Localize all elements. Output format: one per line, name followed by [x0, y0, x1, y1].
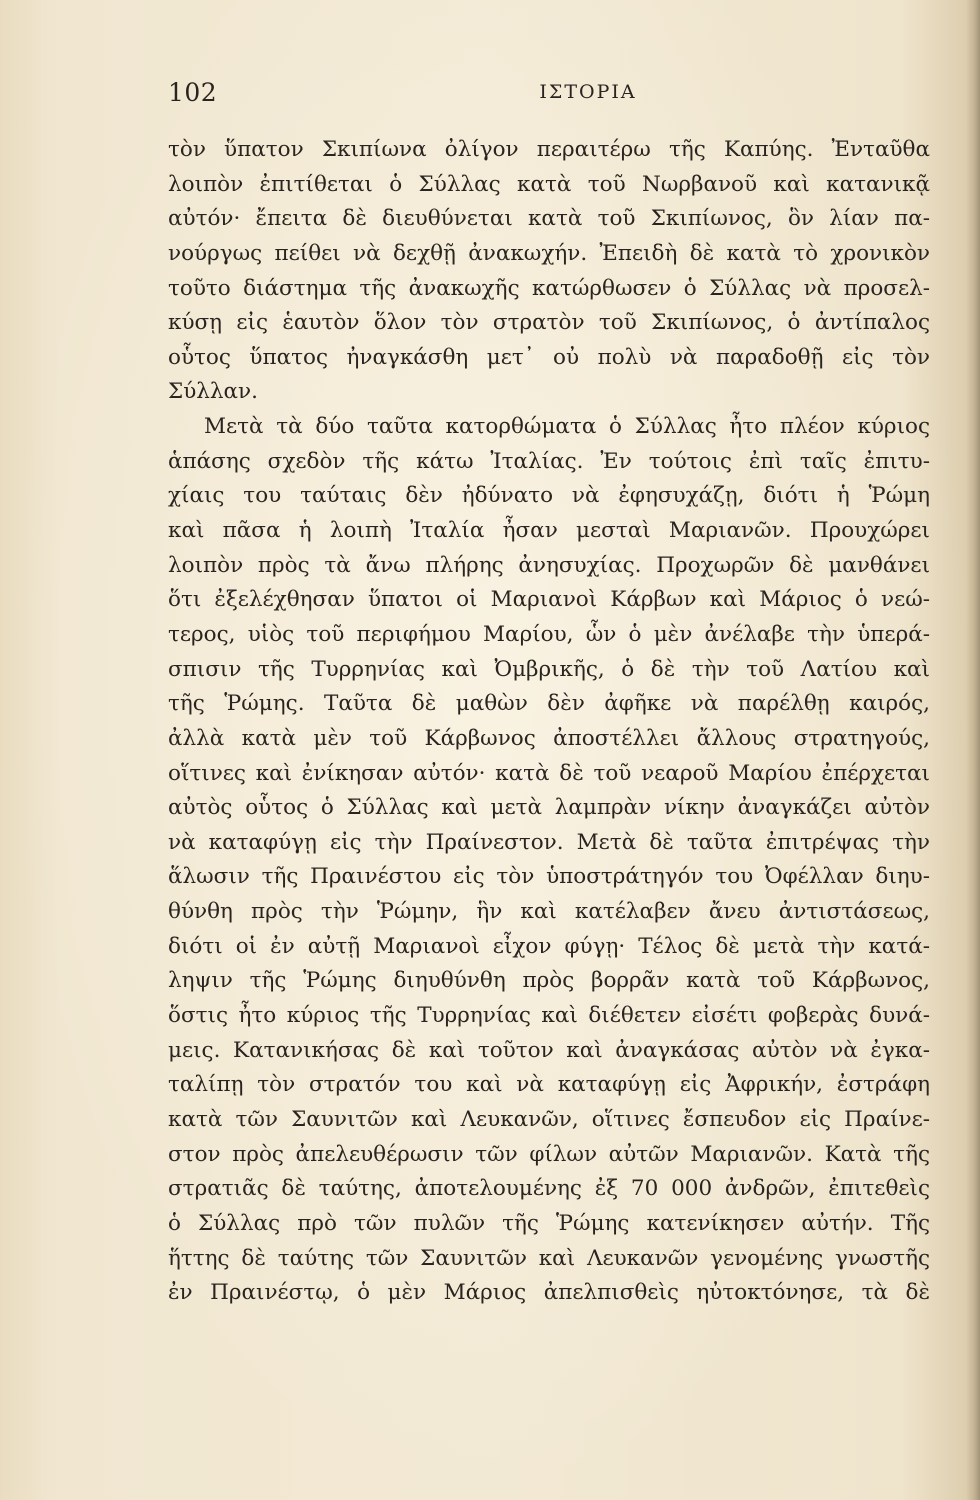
text-line: κύσῃ εἰς ἑαυτὸν ὅλον τὸν στρατὸν τοῦ Σκιπίωνος, ὁ ἀντίπαλος — [168, 310, 930, 336]
text-line: τερος, υἱὸς τοῦ περιφήμου Μαρίου, ὧν ὁ μὲν ἀνέλαβε τὴν ὑπερά- — [168, 621, 930, 647]
text-line: ἀλλὰ κατὰ μὲν τοῦ Κάρβωνος ἀποστέλλει ἄλλους στρατηγούς, — [168, 725, 930, 751]
page-header — [168, 78, 928, 114]
text-line: νούργως πείθει νὰ δεχθῇ ἀνακωχήν. Ἐπειδὴ δὲ κατὰ τὸ χρονικὸν — [168, 240, 930, 266]
text-line: στρατιᾶς δὲ ταύτης, ἀποτελουμένης ἐξ 70 000 ἀνδρῶν, ἐπιτεθεὶς — [168, 1176, 930, 1202]
text-line: ὁ Σύλλας πρὸ τῶν πυλῶν τῆς Ῥώμης κατενίκησεν αὐτήν. Τῆς — [168, 1210, 930, 1236]
text-line: οὗτος ὕπατος ἠναγκάσθη μετ᾿ οὐ πολὺ νὰ παραδοθῇ εἰς τὸν — [168, 344, 930, 370]
text-line: μεις. Κατανικήσας δὲ καὶ τοῦτον καὶ ἀναγκάσας αὐτὸν νὰ ἐγκα- — [168, 1037, 930, 1063]
text-line: ὅστις ἦτο κύριος τῆς Τυρρηνίας καὶ διέθετεν εἰσέτι φοβερὰς δυνά- — [168, 1003, 930, 1029]
text-line: χίαις του ταύταις δὲν ἠδύνατο νὰ ἐφησυχάζῃ, διότι ἡ Ῥώμη — [168, 483, 930, 509]
body-text — [168, 133, 930, 1311]
text-line: ἐν Πραινέστῳ, ὁ μὲν Μάριος ἀπελπισθεὶς ηὐτοκτόνησε, τὰ δὲ — [168, 1280, 930, 1306]
text-line: οἵτινες καὶ ἐνίκησαν αὐτόν· κατὰ δὲ τοῦ νεαροῦ Μαρίου ἐπέρχεται — [168, 760, 930, 786]
text-line: λοιπὸν ἐπιτίθεται ὁ Σύλλας κατὰ τοῦ Νωρβανοῦ καὶ κατανικᾷ — [168, 171, 930, 197]
text-line: νὰ καταφύγῃ εἰς τὴν Πραίνεστον. Μετὰ δὲ ταῦτα ἐπιτρέψας τὴν — [168, 829, 930, 855]
text-line: τῆς Ῥώμης. Ταῦτα δὲ μαθὼν δὲν ἀφῆκε νὰ παρέλθῃ καιρός, — [168, 691, 930, 717]
text-line: διότι οἱ ἐν αὐτῇ Μαριανοὶ εἶχον φύγῃ· Τέλος δὲ μετὰ τὴν κατά- — [168, 933, 930, 959]
text-line: ληψιν τῆς Ῥώμης διηυθύνθη πρὸς βορρᾶν κατὰ τοῦ Κάρβωνος, — [168, 968, 930, 994]
text-line: ἥττης δὲ ταύτης τῶν Σαυνιτῶν καὶ Λευκανῶν γενομένης γνωστῆς — [168, 1245, 930, 1271]
paragraph-end-line: Σύλλαν. — [168, 379, 258, 405]
text-line: ἁπάσης σχεδὸν τῆς κάτω Ἰταλίας. Ἐν τούτοις ἐπὶ ταῖς ἐπιτυ- — [168, 448, 930, 474]
text-line: αὐτὸς οὗτος ὁ Σύλλας καὶ μετὰ λαμπρὰν νίκην ἀναγκάζει αὐτὸν — [168, 795, 930, 821]
paragraph-start-line: Μετὰ τὰ δύο ταῦτα κατορθώματα ὁ Σύλλας ἦτο πλέον κύριος — [204, 414, 930, 440]
text-line: θύνθη πρὸς τὴν Ῥώμην, ἣν καὶ κατέλαβεν ἄνευ ἀντιστάσεως, — [168, 899, 930, 925]
text-line: ταλίπῃ τὸν στρατόν του καὶ νὰ καταφύγῃ εἰς Ἀφρικήν, ἐστράφη — [168, 1072, 930, 1098]
text-line: ὅτι ἐξελέχθησαν ὕπατοι οἱ Μαριανοὶ Κάρβων καὶ Μάριος ὁ νεώ- — [168, 587, 930, 613]
text-line: ἅλωσιν τῆς Πραινέστου εἰς τὸν ὑποστράτηγόν του Ὀφέλλαν διηυ- — [168, 864, 930, 890]
text-line: σπισιν τῆς Τυρρηνίας καὶ Ὀμβρικῆς, ὁ δὲ τὴν τοῦ Λατίου καὶ — [168, 656, 930, 682]
page-edge-shadow — [966, 0, 980, 1500]
text-line: τὸν ὕπατον Σκιπίωνα ὀλίγον περαιτέρω τῆς Καπύης. Ἐνταῦθα — [168, 137, 930, 162]
text-line: κατὰ τῶν Σαυνιτῶν καὶ Λευκανῶν, οἵτινες ἔσπευδον εἰς Πραίνε- — [168, 1106, 930, 1132]
text-line: στον πρὸς ἀπελευθέρωσιν τῶν φίλων αὐτῶν Μαριανῶν. Κατὰ τῆς — [168, 1141, 930, 1167]
text-line: αὐτόν· ἔπειτα δὲ διευθύνεται κατὰ τοῦ Σκιπίωνος, ὃν λίαν πα- — [168, 206, 930, 232]
running-head: ΙΣΤΟΡΙΑ — [539, 81, 637, 103]
text-line: τοῦτο διάστημα τῆς ἀνακωχῆς κατώρθωσεν ὁ Σύλλας νὰ προσελ- — [168, 275, 930, 301]
text-line: καὶ πᾶσα ἡ λοιπὴ Ἰταλία ἦσαν μεσταὶ Μαριανῶν. Προυχώρει — [168, 518, 930, 544]
page-number: 102 — [168, 78, 218, 107]
text-line: λοιπὸν πρὸς τὰ ἄνω πλήρης ἀνησυχίας. Προχωρῶν δὲ μανθάνει — [168, 552, 930, 578]
